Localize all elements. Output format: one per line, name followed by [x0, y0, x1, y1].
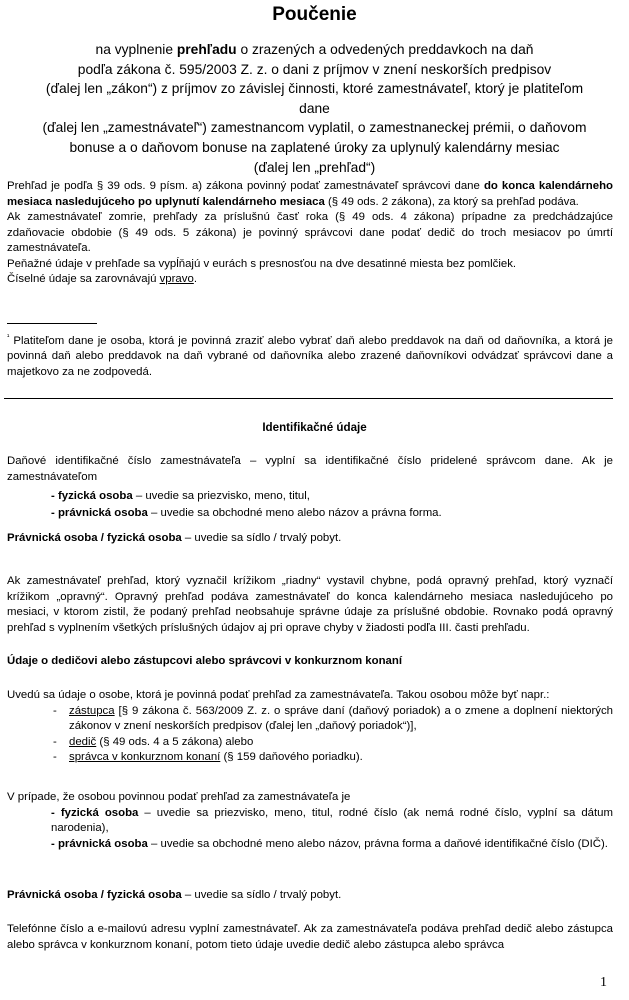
person-block — [7, 790, 613, 852]
intro-line-4: (ďalej len „zamestnávateľ“) zamestnancom vyplatil, o zamestnaneckej prémii, o daňovom — [42, 120, 587, 136]
alignment-paragraph — [7, 272, 613, 288]
intro-text: o zrazených a odvedených preddavkoch na daň — [236, 42, 534, 57]
text: (§ 49 ods. 4 a 5 zákona) alebo — [96, 735, 254, 748]
dash: - — [53, 735, 57, 748]
deadline-paragraph — [7, 179, 613, 210]
section-divider — [4, 398, 613, 399]
dash: - — [53, 751, 57, 763]
footnote-divider — [7, 323, 97, 324]
dash: - — [53, 704, 57, 717]
text: (§ 49 ods. 2 zákona), za ktorý sa prehľad podáva. — [324, 195, 579, 208]
heir-heading: Údaje o dedičovi alebo zástupcovi alebo správcovi v konkurznom konaní — [7, 655, 402, 667]
list-item — [7, 704, 613, 735]
footnote-text: Platiteľom dane je osoba, ktorá je povinná zraziť alebo vybrať daň alebo preddavok na daň od daňovníka, a ktorá je povinná daň alebo preddavok na daň vybrané od daňovníka alebo zrazené daňovníkovi odvádzať správcovi dane a majetkovo za ne zodpovedá. — [7, 334, 613, 378]
employer-legal-person — [7, 506, 613, 522]
deadline-bold: do konca kalendárneho mesiaca nasledujúceho po uplynutí kalendárneho mesiaca — [7, 180, 613, 208]
intro-line-5: bonuse a o daňovom bonuse na zaplatené úroky za uplynulý kalendárny mesiac — [69, 139, 560, 155]
bold-label: - právnická osoba — [51, 506, 148, 519]
underlined-text: správca v konkurznom konaní — [69, 751, 221, 763]
currency-paragraph: Peňažné údaje v prehľade sa vypĺňajú v eurách s presnosťou na dve desatinné miesta bez pomlčiek. — [7, 257, 517, 270]
employer-natural-person — [7, 489, 613, 505]
text: Prehľad je podľa § 39 ods. 9 písm. a) zákona povinný podať zamestnávateľ správcovi dane — [7, 180, 484, 192]
general-info — [7, 179, 613, 288]
contact-paragraph: Telefónne číslo a e-mailovú adresu vyplní zamestnávateľ. Ak za zamestnávateľa podáva prehľad dedič alebo zástupca alebo správca v konkurznom konaní, potom tieto údaje uvedie dedič alebo zástupca alebo správca — [7, 923, 613, 951]
text: – uvedie sa sídlo / trvalý pobyt. — [181, 532, 342, 544]
list-item — [7, 735, 613, 751]
intro-line-6: (ďalej len „prehľad“) — [253, 159, 376, 175]
intro-line-2: podľa zákona č. 595/2003 Z. z. o dani z príjmov v znení neskorších predpisov — [77, 61, 552, 77]
seat-paragraph — [7, 531, 613, 547]
text: – uvedie sa sídlo / trvalý pobyt. — [181, 889, 342, 901]
text: – uvedie sa obchodné meno alebo názov, právna forma a daňové identifikačné číslo (DIČ). — [147, 837, 608, 850]
text: – uvedie sa priezvisko, meno, titul, — [132, 490, 310, 502]
bold-label: - fyzická osoba — [51, 490, 133, 502]
person-intro: V prípade, že osobou povinnou podať prehľad za zamestnávateľa je — [7, 791, 351, 803]
intro-text: na vyplnenie — [95, 42, 177, 57]
text: – uvedie sa obchodné meno alebo názov a právna forma. — [147, 506, 442, 519]
bold-label: Právnická osoba / fyzická osoba — [7, 532, 182, 544]
text: . — [193, 273, 197, 285]
text: – uvedie sa priezvisko, meno, titul, rodné číslo (ak nemá rodné číslo, vyplní sa dátum narodenia), — [51, 806, 613, 834]
bold-label: Právnická osoba / fyzická osoba — [7, 889, 182, 901]
bold-label: - fyzická osoba — [51, 806, 139, 819]
person-legal — [7, 837, 613, 853]
text: [§ 9 zákona č. 563/2009 Z. z. o správe daní (daňový poriadok) a o zmene a doplnení niektorých zákonov v znení neskorších predpisov (ďalej len „daňový poriadok“)], — [69, 704, 613, 732]
dic-paragraph: Daňové identifikačné číslo zamestnávateľa – vyplní sa identifikačné číslo pridelené správcom dane. Ak je zamestnávateľom — [7, 455, 613, 483]
footnote — [7, 330, 613, 380]
underlined-text: dedič — [69, 735, 97, 748]
intro-line-1 — [30, 40, 599, 60]
page-title: Poučenie — [272, 4, 357, 25]
bold-label: - právnická osoba — [51, 837, 148, 850]
intro-bold: prehľadu — [176, 42, 237, 57]
underlined-text: vpravo — [159, 273, 194, 285]
seat-paragraph-2 — [7, 888, 613, 904]
identification-block — [7, 454, 613, 547]
underlined-text: zástupca — [69, 704, 115, 717]
list-item — [7, 750, 613, 766]
page-number: 1 — [600, 975, 607, 990]
text: (§ 159 daňového poriadku). — [220, 751, 363, 763]
intro-block — [30, 40, 599, 177]
death-paragraph: Ak zamestnávateľ zomrie, prehľady za príslušnú časť roka (§ 49 ods. 4 zákona) prípadne za predchádzajúce zdaňovacie obdobie (§ 49 ods. 5 zákona) je povinný správcovi dane podať dedič do troch mesiacov po úmrtí zamestnávateľa. — [7, 211, 613, 254]
text: Číselné údaje sa zarovnávajú — [7, 273, 160, 285]
heir-block — [7, 688, 613, 766]
section-heading: Identifikačné údaje — [262, 421, 367, 434]
corrective-paragraph: Ak zamestnávateľ prehľad, ktorý vyznačil krížikom „riadny“ vystavil chybne, podá opravný prehľad, ktorý vyznačí krížikom „opravný“. Opravný prehľad podáva zamestnávateľ do konca kalendárneho mesiaca nasledujúceho po mesiaci, v ktorom zistil, že podaný prehľad neobsahuje správne údaje za príslušné obdobie. Rovnako podá opravný prehľad s vyplnením všetkých príslušných údajov aj pri oprave chyby v žiadosti podľa III. časti prehľadu. — [7, 575, 613, 634]
heir-intro: Uvedú sa údaje o osobe, ktorá je povinná podať prehľad za zamestnávateľa. Takou osobou môže byť napr.: — [7, 689, 550, 701]
intro-line-3: (ďalej len „zákon“) z príjmov zo závislej činnosti, ktoré zamestnávateľ, ktorý je platiteľom dane — [45, 81, 584, 116]
person-natural — [7, 806, 613, 837]
footnote-mark: ¹ — [7, 334, 10, 341]
